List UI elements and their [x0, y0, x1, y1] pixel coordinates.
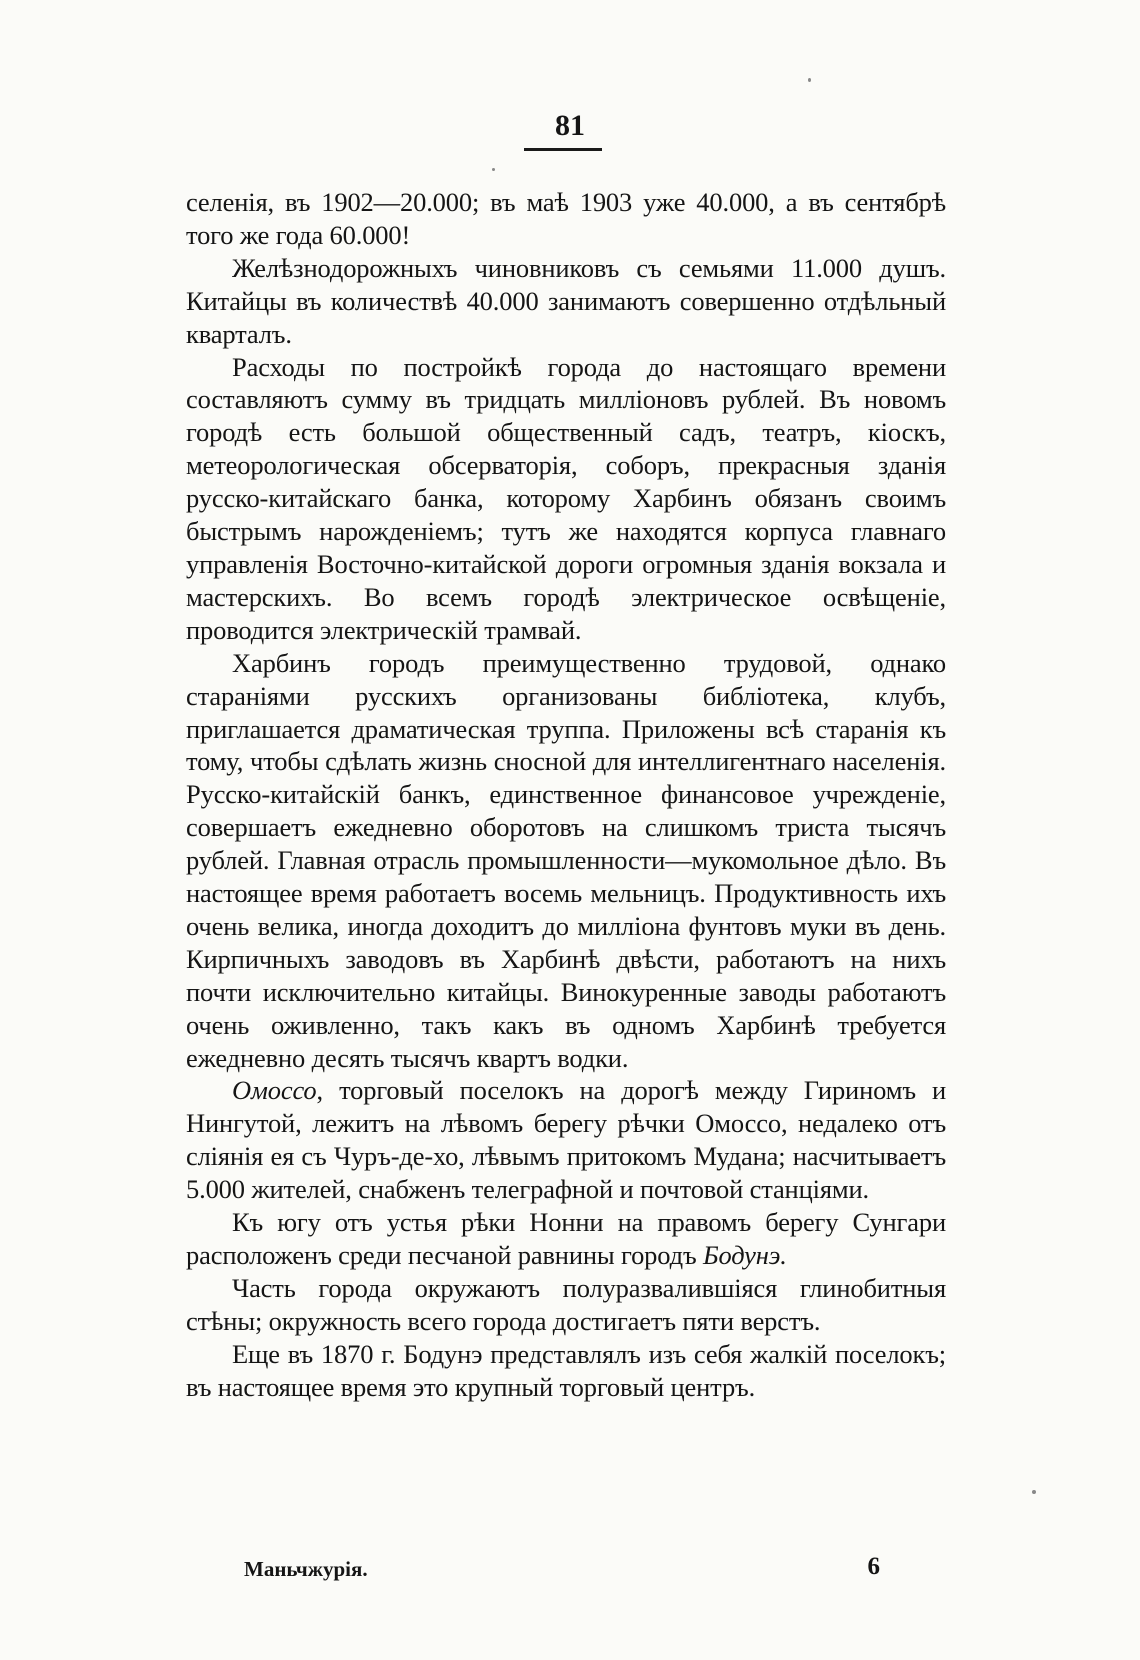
paragraph-population: селенія, въ 1902—20.000; въ маѣ 1903 уже 40.000, а въ сентябрѣ того же года 60.000! [186, 187, 946, 250]
page-number-rule [524, 148, 602, 151]
page-footer [244, 1552, 884, 1586]
place-name-omosso: Омоссо [232, 1075, 317, 1106]
print-speck [492, 168, 495, 171]
footer-signature-mark: 6 [867, 1553, 880, 1580]
place-name-bodune: Бодунэ. [703, 1240, 787, 1270]
print-speck [808, 78, 811, 82]
body-text [186, 186, 946, 1404]
page-number: 81 [555, 109, 585, 142]
print-speck [1032, 1490, 1036, 1494]
omosso-description: , торговый поселокъ на дорогѣ между Гириномъ и Нингутой, лежитъ на лѣвомъ берегу рѣчки Омоссо, недалеко отъ сліянія ея съ Чуръ-де-хо, лѣвымъ притокомъ Мудана; насчитываетъ 5.000 жителей, снабженъ телеграфной и почтовой станціями. [186, 1075, 946, 1205]
paragraph-history: Еще въ 1870 г. Бодунэ представлялъ изъ себя жалкій поселокъ; въ настоящее время это крупный торговый центръ. [186, 1338, 946, 1402]
paragraph-walls: Часть города окружаютъ полуразвалившіяся глинобитныя стѣны; окружность всего города достигаетъ пяти верстъ. [186, 1272, 946, 1336]
paragraph-officials: Желѣзнодорожныхъ чиновниковъ съ семьями 11.000 душъ. Китайцы въ количествѣ 40.000 занимаютъ совершенно отдѣльный кварталъ. [186, 252, 946, 349]
paragraph-construction: Расходы по постройкѣ города до настоящаго времени составляютъ сумму въ тридцать милліоновъ рублей. Въ новомъ городѣ есть большой общественный садъ, театръ, кіоскъ, метеорологическая обсерваторія, соборъ, прекрасныя зданія русско-китайскаго банка, которому Харбинъ обязанъ своимъ быстрымъ нарожденіемъ; тутъ же находятся корпуса главнаго управленія Восточно-китайской дороги огромныя зданія вокзала и мастерскихъ. Во всемъ городѣ электрическое освѣщеніе, проводится электрическій трамвай. [186, 351, 946, 645]
bodune-description: Къ югу отъ устья рѣки Нонни на правомъ берегу Сунгари расположенъ среди песчаной равнины городъ [186, 1207, 946, 1270]
paragraph-bodune [186, 1206, 946, 1272]
paragraph-harbin-life: Харбинъ городъ преимущественно трудовой, однако стараніями русскихъ организованы библіотека, клубъ, приглашается драматическая труппа. Приложены всѣ старанія къ тому, чтобы сдѣлать жизнь сносной для интеллигентнаго населенія. Русско-китайскій банкъ, единственное финансовое учрежденіе, совершаетъ ежедневно оборотовъ на слишкомъ триста тысячъ рублей. Главная отрасль промышленности—мукомольное дѣло. Въ настоящее время работаетъ восемь мельницъ. Продуктивность ихъ очень велика, иногда доходитъ до милліона фунтовъ муки въ день. Кирпичныхъ заводовъ въ Харбинѣ двѣсти, работаютъ на нихъ почти исключительно китайцы. Винокуренные заводы работаютъ очень оживленно, такъ какъ въ одномъ Харбинѣ требуется ежедневно десять тысячъ квартъ водки. [186, 647, 946, 1073]
footer-book-title: Маньчжурія. [244, 1557, 368, 1581]
paragraph-omosso [186, 1074, 946, 1206]
